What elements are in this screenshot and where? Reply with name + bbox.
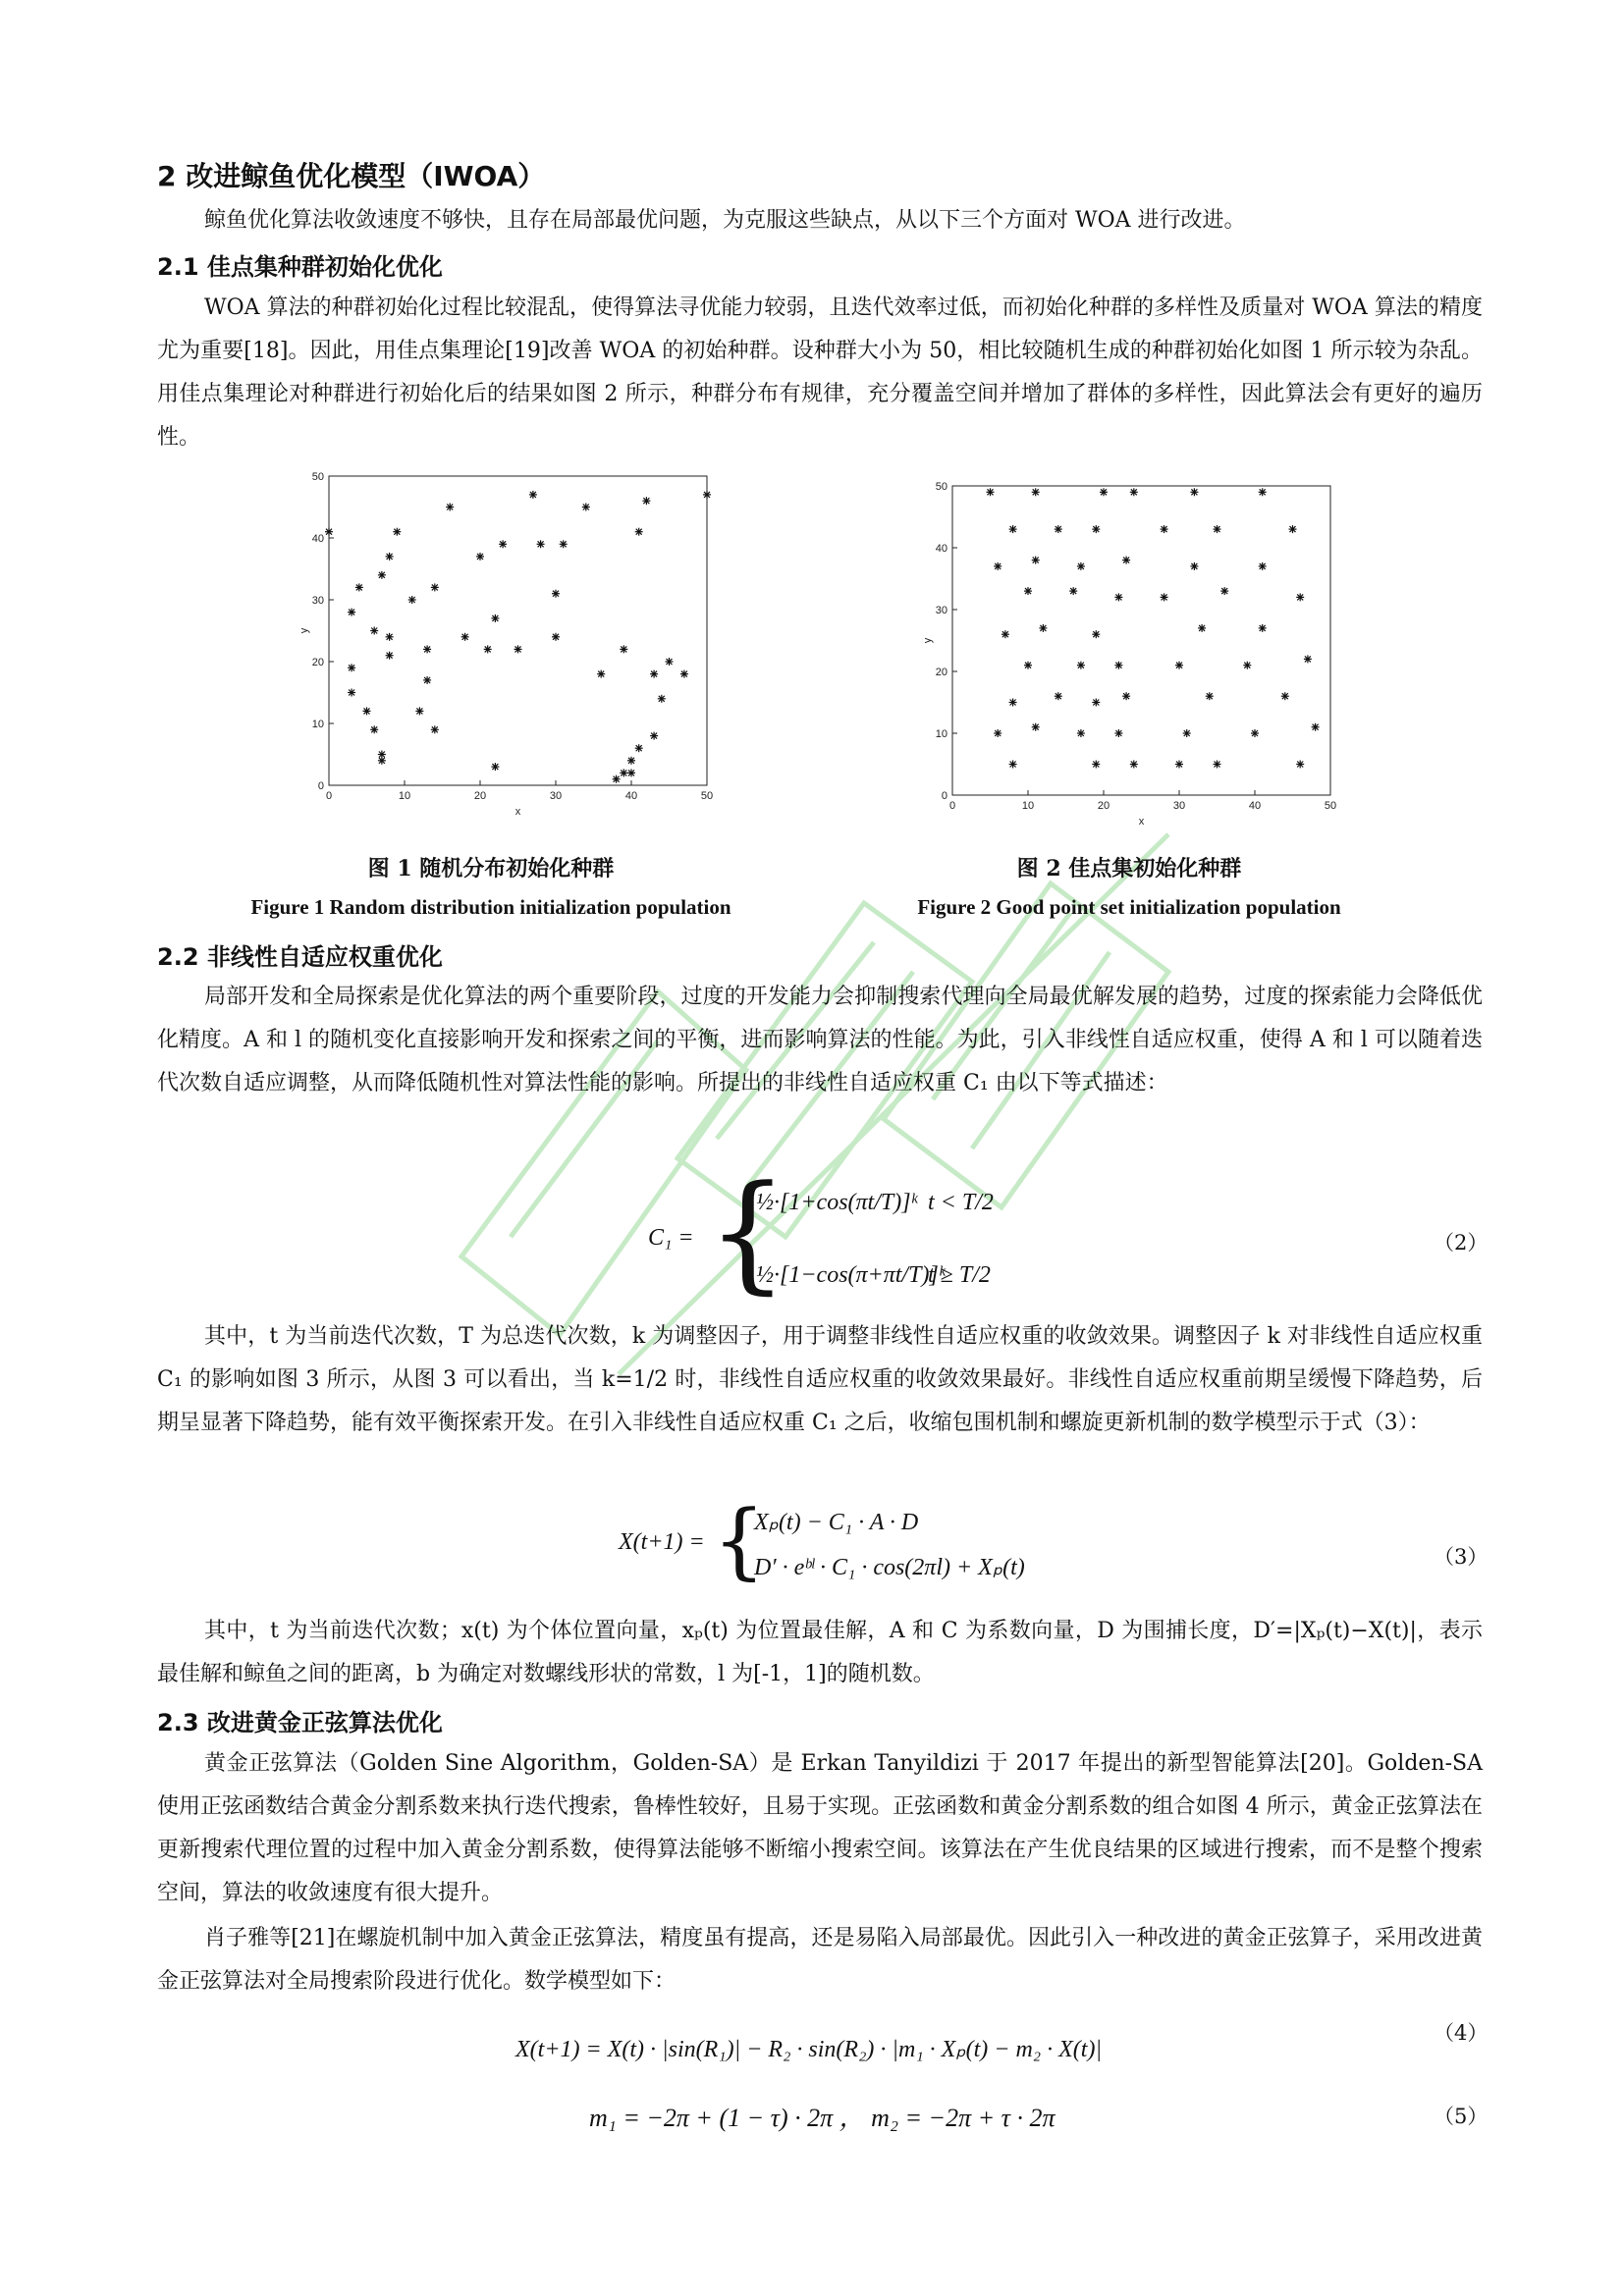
plot-2-xtick-label: 0 bbox=[948, 800, 956, 812]
subsection-2-2-title: 2.2 非线性自适应权重优化 bbox=[157, 943, 443, 971]
plot-2-point bbox=[1130, 761, 1138, 769]
plot-1-xlabel: x bbox=[514, 806, 521, 818]
plot-2-point bbox=[1092, 699, 1100, 707]
plot-2-point bbox=[994, 562, 1001, 570]
plot-1-point bbox=[408, 596, 416, 604]
plot-2-ylabel: y bbox=[922, 637, 934, 644]
plot-2-point bbox=[1032, 723, 1040, 731]
figure-1-caption-en: Figure 1 Random distribution initialization population bbox=[250, 895, 731, 919]
plot-2-point bbox=[1312, 723, 1320, 731]
plot-1-point bbox=[386, 553, 394, 561]
equation-3-brace: { bbox=[713, 1492, 766, 1588]
section-intro: 鲸鱼优化算法收敛速度不够快，且存在局部最优问题，为克服这些缺点，从以下三个方面对 WOA 进行改进。 bbox=[204, 208, 1246, 233]
plot-2-point bbox=[1296, 761, 1304, 769]
plot-1-point bbox=[680, 670, 688, 678]
plot-2-point bbox=[1032, 488, 1040, 496]
plot-1-xtick-label: 50 bbox=[700, 790, 714, 802]
equation-3-number: （3） bbox=[1434, 1545, 1489, 1569]
equation-2-row-1: ½·[1+cos(πt/T)]ᵏ bbox=[756, 1190, 918, 1215]
plot-1-point bbox=[423, 645, 431, 653]
plot-1-point bbox=[514, 645, 522, 653]
plot-2-ytick-label: 50 bbox=[935, 481, 947, 493]
plot-1-point bbox=[378, 571, 386, 579]
equation-4-number: （4） bbox=[1434, 2021, 1489, 2045]
plot-2-point bbox=[1055, 692, 1062, 700]
subsection-2-3-paragraph-2: 肖子雅等[21]在螺旋机制中加入黄金正弦算法，精度虽有提高，还是易陷入局部最优。因此引入一种改进的黄金正弦算子，采用改进黄金正弦算法对全局搜索阶段进行优化。数学模型如下： bbox=[157, 1926, 1483, 1994]
plot-2-point bbox=[1077, 662, 1085, 669]
figure-1-caption-cn: 图 1 随机分布初始化种群 bbox=[367, 856, 615, 881]
plot-2-xlabel: x bbox=[1138, 816, 1145, 828]
plot-1-point bbox=[635, 528, 643, 536]
subsection-2-2-paragraph-1: 局部开发和全局探索是优化算法的两个重要阶段，过度的开发能力会抑制搜索代理向全局最优解发展的趋势，过度的探索能力会降低优化精度。A 和 l 的随机变化直接影响开发和探索之间的平衡，进而影响算法的性能。为此，引入非线性自适应权重，使得 A 和 l 可以随着迭代次数自适应调整，从而降低随机性对算法性能的影响。所提出的非线性自适应权重 C₁ 由以下等式描述： bbox=[157, 985, 1483, 1095]
equation-2-number: （2） bbox=[1434, 1231, 1489, 1255]
plot-2-point bbox=[1175, 761, 1183, 769]
plot-2-point bbox=[1114, 662, 1122, 669]
plot-2-xtick-label: 30 bbox=[1172, 800, 1186, 812]
plot-2-point bbox=[1001, 630, 1009, 638]
plot-1-ylabel: y bbox=[298, 627, 310, 634]
plot-1-point bbox=[529, 491, 537, 499]
plot-1-point bbox=[378, 757, 386, 765]
plot-2-point bbox=[1009, 525, 1017, 533]
plot-2-point bbox=[1039, 624, 1047, 632]
plot-2-point bbox=[1251, 729, 1259, 737]
plot-2-point bbox=[1077, 562, 1085, 570]
equation-2-condition-1: t < T/2 bbox=[928, 1190, 994, 1215]
plot-1-point bbox=[635, 744, 643, 752]
plot-2-point bbox=[1214, 525, 1221, 533]
plot-2-point bbox=[1032, 557, 1040, 564]
plot-1-point bbox=[363, 707, 371, 715]
plot-2-point bbox=[1114, 729, 1122, 737]
plot-1-point bbox=[348, 664, 355, 671]
plot-1-point bbox=[491, 614, 499, 622]
plot-1-xtick-label: 0 bbox=[325, 790, 333, 802]
plot-2-point bbox=[1243, 662, 1251, 669]
plot-2-xtick-label: 20 bbox=[1097, 800, 1110, 812]
plot-2-point bbox=[1214, 761, 1221, 769]
figure-2-caption-en: Figure 2 Good point set initialization population bbox=[917, 895, 1341, 919]
plot-2-point bbox=[1024, 662, 1032, 669]
figure-1-scatter-plot bbox=[295, 466, 727, 839]
plot-1-point bbox=[415, 707, 423, 715]
subsection-2-3-paragraph-1: 黄金正弦算法（Golden Sine Algorithm，Golden-SA）是 Erkan Tanyildizi 于 2017 年提出的新型智能算法[20]。Golden-SA 使用正弦函数结合黄金分割系数来执行迭代搜索，鲁棒性较好，且易于实现。正弦函数和黄金分割系数的组合如图 4 所示，黄金正弦算法在更新搜索代理位置的过程中加入黄金分割系数，使得算法能够不断缩小搜索空间。该算法在产生优良结果的区域进行搜索，而不是整个搜索空间，算法的收敛速度有很大提升。 bbox=[157, 1751, 1483, 1905]
plot-1-point bbox=[620, 645, 627, 653]
equation-2-lhs: C₁ = bbox=[648, 1225, 694, 1251]
plot-2-point bbox=[1055, 525, 1062, 533]
plot-2-point bbox=[1092, 761, 1100, 769]
plot-2-point bbox=[1100, 488, 1108, 496]
plot-2-point bbox=[1009, 699, 1017, 707]
plot-1-point bbox=[446, 504, 454, 511]
plot-1-point bbox=[582, 504, 590, 511]
plot-2-point bbox=[1304, 655, 1312, 663]
figure-2-caption-cn: 图 2 佳点集初始化种群 bbox=[1016, 856, 1242, 881]
plot-1-point bbox=[386, 652, 394, 660]
plot-2-point bbox=[1190, 488, 1198, 496]
plot-1-point bbox=[642, 497, 650, 505]
plot-2-point bbox=[1077, 729, 1085, 737]
plot-2-xtick-label: 10 bbox=[1021, 800, 1035, 812]
plot-2-point bbox=[1296, 593, 1304, 601]
plot-2-point bbox=[1259, 624, 1267, 632]
plot-1-point bbox=[423, 676, 431, 684]
plot-2-ytick-label: 0 bbox=[941, 790, 947, 802]
plot-1-point bbox=[348, 609, 355, 616]
plot-1-point bbox=[461, 633, 469, 641]
plot-1-point bbox=[613, 775, 621, 783]
plot-1-point bbox=[499, 540, 507, 548]
plot-1-point bbox=[491, 763, 499, 771]
plot-2-ytick-label: 20 bbox=[935, 667, 947, 678]
plot-1-point bbox=[370, 725, 378, 733]
plot-1-point bbox=[537, 540, 545, 548]
plot-1-ytick-label: 0 bbox=[317, 780, 324, 792]
plot-2-point bbox=[1161, 593, 1168, 601]
plot-1-point bbox=[650, 732, 658, 740]
plot-2-frame bbox=[952, 486, 1330, 795]
figure-2-scatter-plot bbox=[918, 476, 1350, 839]
equation-3 bbox=[619, 1492, 1110, 1590]
plot-2-point bbox=[1289, 525, 1297, 533]
plot-2-point bbox=[1024, 587, 1032, 595]
plot-2-point bbox=[1114, 593, 1122, 601]
plot-1-xtick-label: 40 bbox=[624, 790, 638, 802]
plot-2-point bbox=[1009, 761, 1017, 769]
plot-1-ytick-label: 40 bbox=[311, 533, 324, 545]
plot-1-point bbox=[620, 769, 627, 776]
plot-2-point bbox=[1130, 488, 1138, 496]
equation-2 bbox=[648, 1157, 1041, 1315]
plot-1-point bbox=[370, 627, 378, 635]
plot-2-point bbox=[1220, 587, 1228, 595]
plot-1-point bbox=[393, 528, 401, 536]
plot-2-point bbox=[1092, 630, 1100, 638]
plot-1-point bbox=[658, 695, 666, 703]
plot-1-point bbox=[627, 757, 635, 765]
plot-1-ytick-label: 20 bbox=[311, 657, 324, 668]
plot-1-point bbox=[666, 658, 674, 666]
plot-2-xtick-label: 50 bbox=[1324, 800, 1337, 812]
subsection-2-1-title: 2.1 佳点集种群初始化优化 bbox=[157, 253, 443, 281]
plot-2-point bbox=[1069, 587, 1077, 595]
plot-2-point bbox=[1175, 662, 1183, 669]
plot-1-ytick-label: 10 bbox=[311, 719, 324, 730]
equation-5-number: （5） bbox=[1434, 2105, 1489, 2128]
plot-2-point bbox=[1122, 557, 1130, 564]
plot-2-point bbox=[1122, 692, 1130, 700]
plot-2-ytick-label: 10 bbox=[935, 728, 947, 740]
equation-4: X(t+1) = X(t) · |sin(R₁)| − R₂ · sin(R₂) · |m₁ · Xₚ(t) − m₂ · X(t)| bbox=[515, 2037, 1103, 2062]
plot-2-point bbox=[1281, 692, 1289, 700]
subsection-2-3-title: 2.3 改进黄金正弦算法优化 bbox=[157, 1709, 443, 1736]
plot-1-point bbox=[560, 540, 568, 548]
plot-2-point bbox=[1206, 692, 1214, 700]
plot-2-point bbox=[994, 729, 1001, 737]
equation-3-row-2: D′ · eᵇˡ · C₁ · cos(2πl) + Xₚ(t) bbox=[754, 1555, 1025, 1580]
subsection-2-2-paragraph-3: 其中，t 为当前迭代次数；x(t) 为个体位置向量，xₚ(t) 为位置最佳解，A 和 C 为系数向量，D 为围捕长度，D′=|Xₚ(t)−X(t)|，表示最佳解和鲸鱼之间的距离，b 为确定对数螺线形状的常数，l 为[-1，1]的随机数。 bbox=[157, 1619, 1483, 1686]
plot-1-point bbox=[552, 633, 560, 641]
subsection-2-1-paragraph: WOA 算法的种群初始化过程比较混乱，使得算法寻优能力较弱，且迭代效率过低，而初始化种群的多样性及质量对 WOA 算法的精度尤为重要[18]。因此，用佳点集理论[19]改善 WOA 的初始种群。设种群大小为 50，相比较随机生成的种群初始化如图 1 所示较为杂乱。用佳点集理论对种群进行初始化后的结果如图 2 所示，种群分布有规律，充分覆盖空间并增加了群体的多样性，因此算法会有更好的遍历性。 bbox=[157, 295, 1483, 450]
plot-1-point bbox=[703, 491, 711, 499]
plot-1-xtick-label: 30 bbox=[549, 790, 563, 802]
plot-1-point bbox=[431, 725, 439, 733]
plot-1-ytick-label: 30 bbox=[311, 595, 324, 607]
subsection-2-2-paragraph-2: 其中，t 为当前迭代次数，T 为总迭代次数，k 为调整因子，用于调整非线性自适应权重的收敛效果。调整因子 k 对非线性自适应权重 C₁ 的影响如图 3 所示，从图 3 可以看出，当 k=1/2 时，非线性自适应权重的收敛效果最好。非线性自适应权重前期呈缓慢下降趋势，后期呈显著下降趋势，能有效平衡探索开发。在引入非线性自适应权重 C₁ 之后，收缩包围机制和螺旋更新机制的数学模型示于式（3）： bbox=[157, 1324, 1483, 1435]
plot-1-ytick-label: 50 bbox=[311, 471, 324, 483]
plot-2-point bbox=[1198, 624, 1206, 632]
plot-1-point bbox=[650, 670, 658, 678]
plot-2-point bbox=[1259, 488, 1267, 496]
plot-2-point bbox=[1092, 525, 1100, 533]
section-title: 2 改进鲸鱼优化模型（IWOA） bbox=[157, 160, 546, 192]
plot-1-xtick-label: 20 bbox=[473, 790, 487, 802]
plot-1-xtick-label: 10 bbox=[398, 790, 411, 802]
plot-1-point bbox=[325, 528, 333, 536]
plot-1-point bbox=[386, 633, 394, 641]
plot-2-point bbox=[987, 488, 995, 496]
equation-5: m₁ = −2π + (1 − τ) · 2π ， m₂ = −2π + τ · 2π bbox=[589, 2104, 1056, 2132]
plot-1-point bbox=[484, 645, 492, 653]
plot-2-ytick-label: 40 bbox=[935, 543, 947, 555]
plot-1-point bbox=[348, 689, 355, 697]
plot-2-ytick-label: 30 bbox=[935, 605, 947, 616]
equation-3-row-1: Xₚ(t) − C₁ · A · D bbox=[754, 1510, 919, 1535]
equation-2-condition-2: t ≥ T/2 bbox=[928, 1262, 991, 1288]
plot-1-point bbox=[627, 769, 635, 776]
plot-1-point bbox=[597, 670, 605, 678]
plot-1-point bbox=[355, 583, 363, 591]
plot-2-point bbox=[1190, 562, 1198, 570]
plot-2-xtick-label: 40 bbox=[1248, 800, 1262, 812]
plot-2-point bbox=[1183, 729, 1191, 737]
equation-3-lhs: X(t+1) = bbox=[619, 1529, 705, 1555]
plot-1-frame bbox=[329, 476, 707, 785]
plot-2-point bbox=[1259, 562, 1267, 570]
plot-1-point bbox=[476, 553, 484, 561]
equation-2-row-2: ½·[1−cos(π+πt/T)]ᵏ bbox=[756, 1262, 946, 1288]
plot-2-point bbox=[1161, 525, 1168, 533]
equation-2-brace: { bbox=[707, 1157, 788, 1307]
plot-1-point bbox=[552, 590, 560, 598]
plot-1-point bbox=[431, 583, 439, 591]
